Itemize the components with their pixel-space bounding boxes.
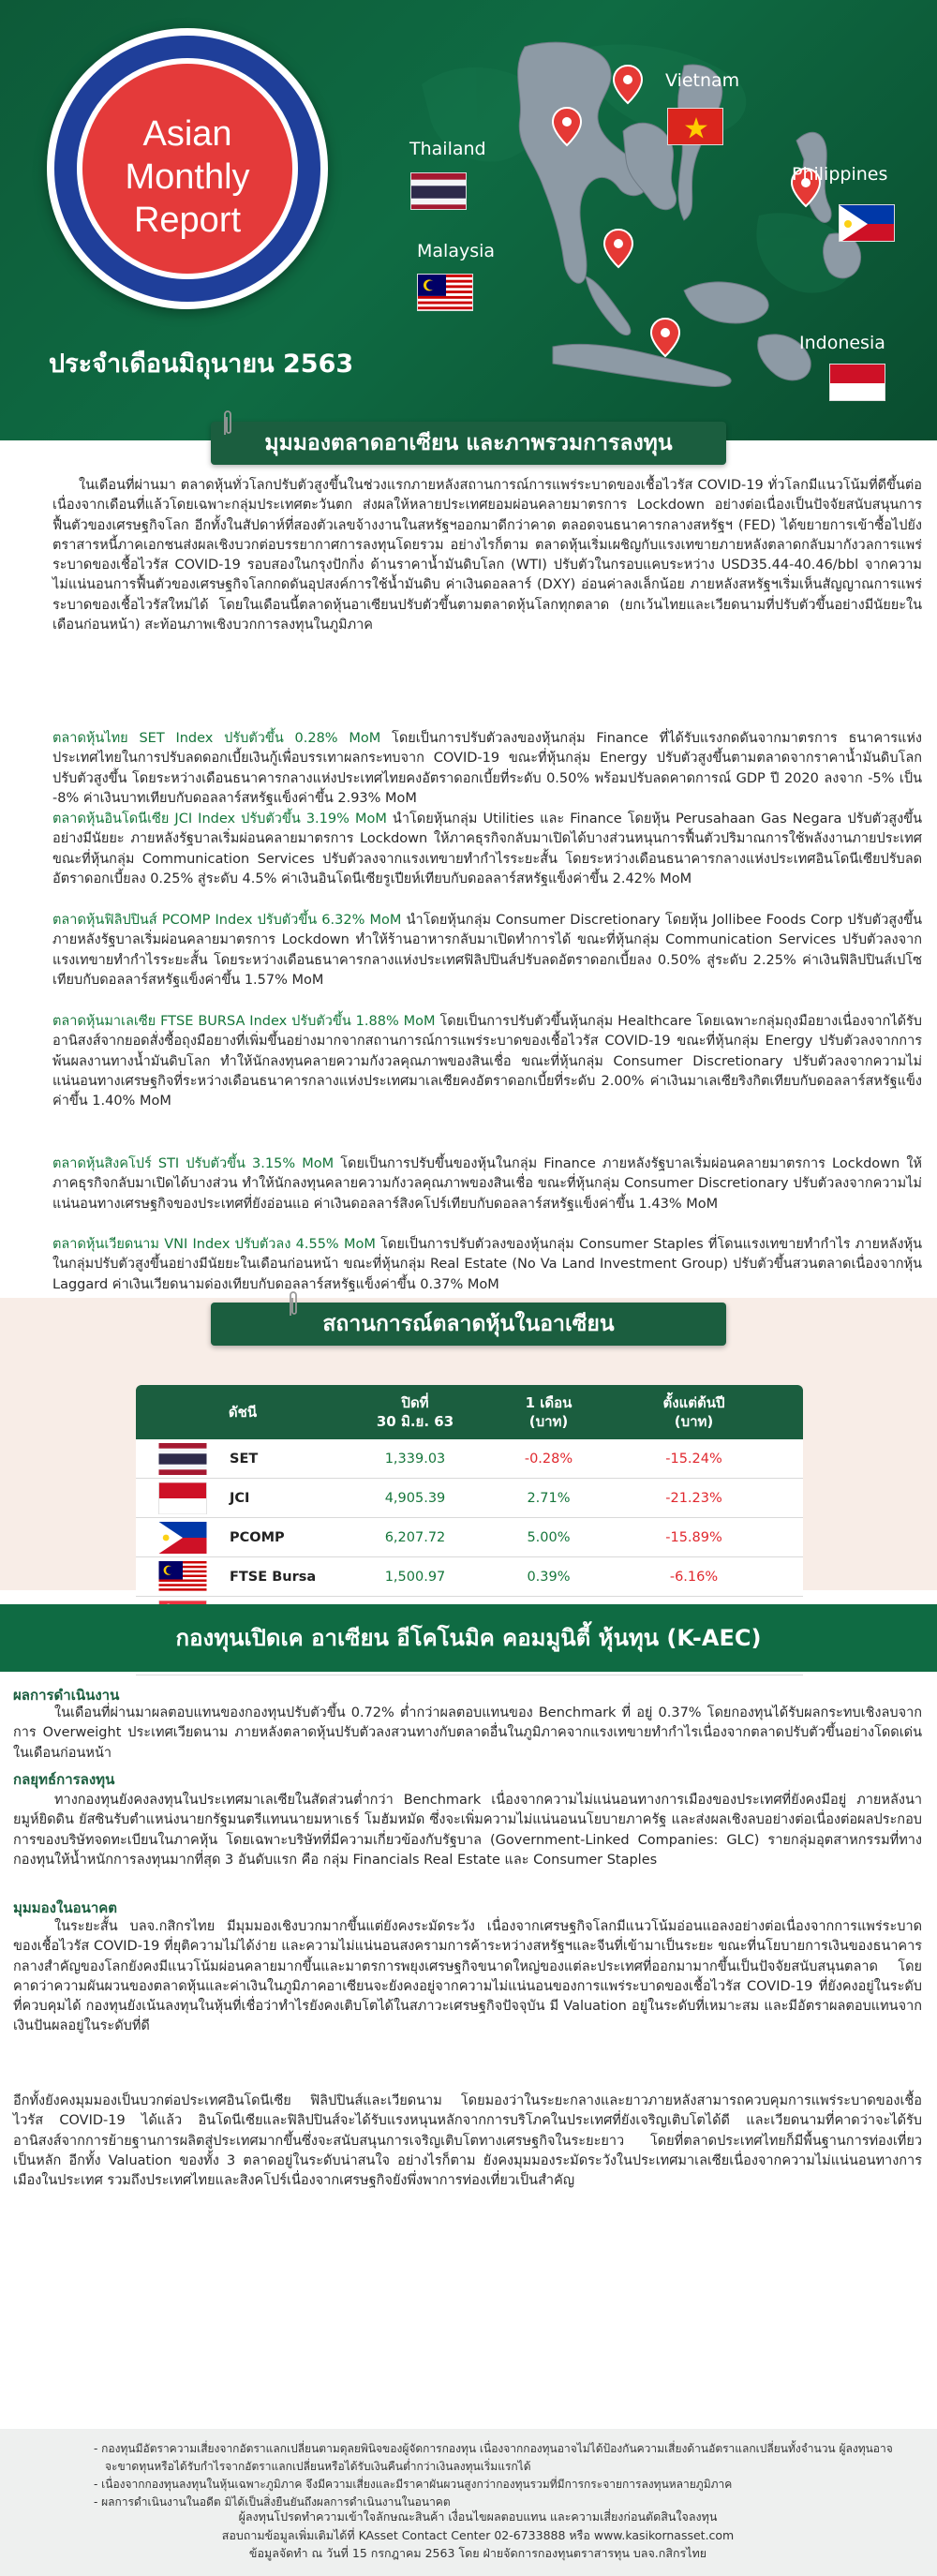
flag-vietnam [667,108,723,145]
one-month-change: 5.00% [527,1529,571,1545]
market-paragraph-malaysia [52,1012,922,1111]
col-header-ytd: ตั้งแต่ต้นปี (บาท) [662,1394,725,1430]
market-body-philippines: นำโดยหุ้นกลุ่ม Consumer Discretionary โดยหุ้น Jollibee Foods Corp ปรับตัวสูงขึ้น ภายหลังรัฐบาลเริ่มผ่อนคลายมาตรการ Lockdown ทำให้ร้านอาหารกลับมาเปิดทำการได้ ขณะที่หุ้นกลุ่ม Communication Services ปรับตัวลงจากแรงเทขายทำกำไรระยะสั้น โดยระหว่างเดือนธนาคารกลางแห่งประเทศฟิลิปปินส์ปรับลดอัตราดอกเบี้ยลง 0.50% สู่ระดับ 2.25% ค่าเงินฟิลิปปินส์เปโซเทียบกับดอลลาร์สหรัฐแข็งค่าขึ้น 1.57% MoM [52,913,922,988]
contact-line: ข้อมูลจัดทำ ณ วันที่ 15 กรกฎาคม 2563 โดย ฝ่ายจัดการกองทุนตราสารทุน บลจ.กสิกรไทย [248,2546,707,2560]
market-body-vietnam: โดยเป็นการปรับตัวลงของหุ้นกลุ่ม Consumer Staples ที่โดนแรงเทขายทำกำไร ภายหลังหุ้นในกลุ่มปรับตัวสูงขึ้นอย่างมีนัยยะในเดือนก่อนหน้า ขณะที่หุ้นกลุ่ม Real Estate (No Va Land Investment Group) ปรับตัวขึ้นสวนตลาดเนื่องจากหุ้น Laggard ค่าเงินเวียดนามด่องเทียบกับดอลลาร์สหรัฐแข็งค่าขึ้น 0.37% MoM [52,1237,922,1292]
contact-info [150,2508,806,2563]
ytd-change: -6.16% [669,1569,719,1585]
one-month-change: 2.71% [527,1490,571,1506]
report-title-line: Report [133,201,242,240]
strategy-text: ทางกองทุนยังคงลงทุนในประเทศมาเลเซียในสัดส่วนต่ำกว่า Benchmark เนื่องจากความไม่แน่นอนทางการเมืองของประเทศที่ยังคงมีอยู่ ภายหลังนายมูห์ยิดดิน ยัสซินรับตำแหน่งนายกรัฐมนตรีแทนนายมหาเธร์ โมฮัมหมัด ซึ่งจะเพิ่มความไม่แน่นอนนโยบายภาครัฐ และส่งผลเชิงลบอย่างต่อเนื่องต่อผลประกอบการของบริษัทจดทะเบียนในภาคหุ้น โดยเฉพาะบริษัทที่มีความเกี่ยวข้องกับรัฐบาล (Government-Linked Companies: GLC) รายกลุ่มอุตสาหกรรมที่ทางกองทุนให้น้ำหนักการลงทุนมากที่สุด 3 อันดับแรก คือ กลุ่ม Financials Real Estate และ Consumer Staples [13,1793,922,1868]
table-row [136,1557,803,1597]
market-body-singapore: โดยเป็นการปรับขึ้นของหุ้นในกลุ่ม Finance ภายหลังรัฐบาลเริ่มผ่อนคลายมาตรการ Lockdown ให้ภาคธุรกิจกลับมาเปิดได้บางส่วน ทำให้นักลงทุนคลายความกังวลคุณภาพของสินเชื่อ ขณะที่หุ้นกลุ่ม Consumer Discretionary ปรับตัวลงจากความไม่แน่นอนทางเศรษฐกิจของประเทศที่ยังอ่อนแอ ค่าเงินดอลลาร์สิงคโปร์เทียบกับดอลลาร์สหรัฐแข็งค่าขึ้น 1.43% MoM [52,1156,922,1212]
hero-banner [0,0,937,440]
contact-line: สอบถามข้อมูลเพิ่มเติมได้ที่ KAsset Contact Center 02-6733888 หรือ www.kasikornasset.com [221,2527,735,2542]
flag-malaysia-icon [136,1561,230,1593]
market-body-thailand: โดยเป็นการปรับตัวลงของหุ้นกลุ่ม Finance ที่ได้รับแรงกดดันจากมาตรการ ธนาคารแห่งประเทศไทยในการปรับลดดอกเบี้ยเงินกู้เพื่อบรรเทาผลกระทบจาก COVID-19 ขณะที่หุ้นกลุ่ม Energy ปรับตัวสูงขึ้นตามตลาดจากราคาน้ำมันดิบโลกปรับตัวสูงขึ้น โดยระหว่างเดือนธนาคารกลางแห่งประเทศไทยคงอัตราดอกเบี้ยที่ระดับ 0.50% พร้อมปรับลดคาดการณ์ GDP ปี 2020 ลงจาก -5% เป็น -8% ค่าเงินบาทเทียบกับดอลลาร์สหรัฐแข็งค่าขึ้น 2.93% MoM [52,731,922,806]
table-header [136,1385,803,1439]
flag-indonesia [829,364,885,401]
outlook-text-2: อีกทั้งยังคงมุมมองเป็นบวกต่อประเทศอินโดนีเซีย ฟิลิปปินส์และเวียดนาม โดยมองว่าในระยะกลางและยาวภายหลังสามารถควบคุมการแพร่ระบาดของเชื้อไวรัส COVID-19 ได้แล้ว อินโดนีเซียและฟิลิปปินส์จะได้รับแรงหนุนหลักจากการบริโภคในประเทศที่ยังเจริญเติบโตได้ดี และเวียดนามที่คาดว่าจะได้รับอานิสงส์จากการย้ายฐานการผลิตสู่ประเทศมากขึ้นซึ่งจะสนับสนุนการเจริญเติบโตทางเศรษฐกิจในระยะยาว โดยที่ตลาดประเทศไทยก็มีพื้นฐานการท่องเที่ยวเป็นหลัก อีกทั้ง Valuation ของทั้ง 3 ตลาดอยู่ในระดับน่าสนใจ อย่างไรก็ตาม ยังคงมุมมองระมัดระวังในประเทศมาเลเซียเนื่องจากความไม่แน่นอนทางการเมืองในประเทศ รวมถึงประเทศไทยและสิงคโปร์เนื่องจากเศรษฐกิจยังพึ่งพาการท่องเที่ยวเป็นสำคัญ [13,2093,922,2189]
index-name: FTSE Bursa [230,1569,317,1585]
market-heading-indonesia: ตลาดหุ้นอินโดนีเซีย JCI Index ปรับตัวขึ้น 3.19% MoM [52,812,387,826]
country-label-thailand: Thailand [409,139,486,159]
report-badge-inner [77,58,298,279]
flag-malaysia [417,274,473,311]
market-heading-malaysia: ตลาดหุ้นมาเลเซีย FTSE BURSA Index ปรับตัวขึ้น 1.88% MoM [52,1014,436,1029]
flag-philippines-icon [136,1522,230,1554]
strategy-heading: กลยุทธ์การลงทุน [13,1771,115,1788]
table-row [136,1479,803,1518]
contact-line: ผู้ลงทุนโปรดทำความเข้าใจลักษณะสินค้า เงื่อนไขผลตอบแทน และความเสี่ยงก่อนตัดสินใจลงทุน [238,2509,718,2524]
outlook-heading: มุมมองในอนาคต [13,1899,118,1916]
close-value: 1,339.03 [384,1451,446,1467]
close-value: 1,500.97 [384,1569,446,1585]
market-heading-thailand: ตลาดหุ้นไทย SET Index ปรับตัวขึ้น 0.28% MoM [52,731,381,746]
report-title [82,112,292,242]
ytd-change: -15.24% [665,1451,722,1467]
flag-philippines [839,204,895,242]
fund-section-banner [0,1604,937,1672]
market-paragraph-indonesia [52,810,922,889]
market-paragraph-philippines [52,911,922,990]
index-name: SET [230,1451,259,1467]
market-paragraph-thailand [52,729,922,809]
report-badge [47,28,328,309]
ytd-change: -15.89% [665,1529,722,1545]
market-body-indonesia: นำโดยหุ้นกลุ่ม Utilities และ Finance โดยหุ้น Perusahaan Gas Negara ปรับตัวสูงขึ้นอย่างมีนัยยะ ภายหลังรัฐบาลเริ่มผ่อนคลายมาตรการ Lockdown ให้ภาคธุรกิจกลับมาเปิดได้บางส่วนหนุนการฟื้นตัวปริมาณการใช้พลังงานภายประเทศ ขณะที่หุ้นกลุ่ม Communication Services ปรับตัวลงจากแรงเทขายทำกำไรระยะสั้น โดยระหว่างเดือนธนาคารกลางแห่งประเทศอินโดนีเซียปรับลดอัตราดอกเบี้ยลง 0.25% สู่ระดับ 4.5% ค่าเงินอินโดนีเซียรูเปียห์เทียบกับดอลลาร์สหรัฐแข็งค่าขึ้น 2.42% MoM [52,812,922,886]
disclaimer-item: - ผลการดำเนินงานในอดีต มิได้เป็นสิ่งยืนยันถึงผลการดำเนินงานในอนาคต [94,2495,451,2509]
col-header-close: ปิดที่ 30 มิ.ย. 63 [376,1394,454,1430]
performance-text: ในเดือนที่ผ่านมาผลตอบแทนของกองทุนปรับตัวขึ้น 0.72% ต่ำกว่าผลตอบแทนของ Benchmark ที่ อยู่ 0.37% โดยกองทุนได้รับผลกระทบเชิงลบจากการ Overweight ประเทศเวียดนาม ภายหลังตลาดหุ้นปรับตัวลงสวนทางกับตลาดอื่นในภูมิภาคจากแรงเทขายทำกำไรเนื่องจากตลาดปรับตัวขึ้นอย่างโดดเด่นในเดือนก่อนหน้า [13,1705,922,1761]
paperclip-icon [287,1289,300,1318]
country-label-indonesia: Indonesia [799,333,885,353]
market-heading-philippines: ตลาดหุ้นฟิลิปปินส์ PCOMP Index ปรับตัวขึ้น 6.32% MoM [52,913,402,928]
fund-section-title: กองทุนเปิดเค อาเซียน อีโคโนมิค คอมมูนิตี้ หุ้นทุน (K-AEC) [175,1625,762,1651]
performance-heading: ผลการดำเนินงาน [13,1687,120,1704]
table-row [136,1439,803,1479]
report-title-line: Monthly [125,157,250,197]
country-label-philippines: Philippines [792,164,888,185]
close-value: 4,905.39 [384,1490,446,1506]
flag-thailand-icon [136,1443,230,1475]
market-intro-paragraph: ในเดือนที่ผ่านมา ตลาดหุ้นทั่วโลกปรับตัวสูงขึ้นในช่วงแรกภายหลังสถานการณ์การแพร่ระบาดของเชื้อไวรัส COVID-19 ทั่วโลกมีแนวโน้มที่ดีขึ้นต่อเนื่องจากเดือนที่แล้วโดยเฉพาะกลุ่มประเทศตะวันตก ส่งผลให้หลายประเทศยอมผ่อนคลายมาตรการ Lockdown อย่างต่อเนื่องเป็นปัจจัยสนับสนุนการฟื้นตัวของเศรษฐกิจโลก อีกทั้งในสัปดาห์ที่สองตัวเลขจ้างงานในสหรัฐฯออกมาดีกว่าคาด ตลอดจนธนาคารกลางสหรัฐฯ (FED) ได้ขยายการเข้าซื้อไปยังตราสารหนี้ภาคเอกชนส่งผลเชิงบวกต่อบรรยากาศการลงทุนโดยรวม อย่างไรก็ตาม ตลาดหุ้นเริ่มเผชิญกับแรงเทขายภายหลังตลาดกลับมากังวลการแพร่ระบาดของเชื้อไวรัส COVID-19 รอบสองในกรุงปักกิ่ง ด้านราคาน้ำมันดิบโลก (WTI) ปรับตัวในกรอบแคบระหว่าง USD35.44-40.46/bbl จากความไม่แน่นอนการฟื้นตัวของเศรษฐกิจโลกกดดันอุปสงค์การใช้น้ำมันดิบ ค่าเงินดอลลาร์ (DXY) อ่อนค่าลงเล็กน้อย ภายหลังสหรัฐฯเริ่มเห็นสัญญาณการแพร่ระบาดของเชื้อไวรัสใหม่ได้ โดยในเดือนนี้ตลาดหุ้นอาเซียนปรับตัวขึ้นตามตลาดหุ้นโลกทุกตลาด (ยกเว้นไทยและเวียดนามที่ปรับตัวขึ้นอย่างมีนัยยะในเดือนก่อนหน้า) สะท้อนภาพเชิงบวกการลงทุนในภูมิภาค [52,478,922,633]
market-paragraph-singapore [52,1154,922,1214]
country-label-vietnam: Vietnam [665,70,740,91]
market-body-malaysia: โดยเป็นการปรับตัวขึ้นหุ้นกลุ่ม Healthcare โดยเฉพาะกลุ่มถุงมือยางเนื่องจากได้รับอานิสงส์จากยอดสั่งซื้อถุงมือยางที่เพิ่มขึ้นอย่างมากจากสถานการณ์การแพร่ระบาดของเชื้อไวรัส COVID-19 ขณะที่หุ้นกลุ่ม Energy ปรับตัวลงจากการพ้นผลงานทางน้ำมันดิบโลก ทำให้นักลงทุนคลายความกังวลคุณภาพของสินเชื่อ ขณะที่หุ้นกลุ่ม Consumer Discretionary ปรับตัวลงจากความไม่แน่นอนทางเศรษฐกิจที่ระหว่างเดือนธนาคารกลางแห่งประเทศมาเลเซียคงอัตราดอกเบี้ยที่ระดับ 2.00% ค่าเงินมาเลเซียริงกิตเทียบกับดอลลาร์สหรัฐแข็งค่าขึ้น 1.40% MoM [52,1014,922,1109]
outlook-text-1: ในระยะสั้น บลจ.กสิกรไทย มีมุมมองเชิงบวกมากขึ้นแต่ยังคงระมัดระวัง เนื่องจากเศรษฐกิจโลกมีแนวโน้มอ่อนแอลงอย่างต่อเนื่องจากการแพร่ระบาดของเชื้อไวรัส COVID-19 ที่ยุติความไม่ได้ง่าย และความไม่แน่นอนสงครามการค้าระหว่างสหรัฐฯและจีนที่เข้ามาเป็นระยะ ขณะที่นโยบายการเงินของธนาคารกลางสำคัญของโลกยังคงมีแนวโน้มผ่อนคลายมากขึ้นและมาตรการพยุงเศรษฐกิจขนาดใหญ่ของแต่ละประเทศที่ออกมามากขึ้นเป็นปัจจัยสนับสนุนตลาด โดยคาดว่าความผันผวนของตลาดหุ้นและค่าเงินในภูมิภาคอาเซียนจะยังคงอยู่จากความไม่แน่นอนของการแพร่ระบาดของเชื้อไวรัส COVID-19 ที่ยังคงอยู่ในระดับที่ควบคุมได้ กองทุนยังเน้นลงทุนในหุ้นที่เชื่อว่าทำไรยังคงเติบโตได้ในสภาวะเศรษฐกิจปัจจุบัน มี Valuation อยู่ในระดับที่เหมาะสม และมีอัตราผลตอบแทนจากเงินปันผลอยู่ในระดับที่ดี [13,1919,922,2034]
flag-indonesia-icon [136,1482,230,1514]
ytd-change: -21.23% [665,1490,722,1506]
table-row [136,1518,803,1557]
one-month-change: 0.39% [527,1569,571,1585]
footer [0,2429,937,2576]
one-month-change: -0.28% [524,1451,573,1467]
disclaimer-item: - เนื่องจากกองทุนลงทุนในหุ้นเฉพาะภูมิภาค จึงมีความเสี่ยงและมีราคาผันผวนสูงกว่ากองทุนรวมที่มีการกระจายการลงทุนหลายภูมิภาค [94,2478,733,2491]
section-header-market-situation: สถานการณ์ตลาดหุ้นในอาเซียน [211,1303,726,1346]
index-name: PCOMP [230,1529,285,1545]
risk-disclaimers [94,2440,900,2511]
market-paragraph-vietnam [52,1235,922,1295]
market-heading-singapore: ตลาดหุ้นสิงคโปร์ STI ปรับตัวขึ้น 3.15% MoM [52,1156,335,1171]
report-month: ประจำเดือนมิถุนายน 2563 [49,350,354,379]
section-header-asean-outlook: มุมมองตลาดอาเซียน และภาพรวมการลงทุน [211,422,726,465]
disclaimer-item: - กองทุนมีอัตราความเสี่ยงจากอัตราแลกเปลี่ยนตามดุลยพินิจของผู้จัดการกองทุน เนื่องจากกองทุนอาจไม่ได้ป้องกันความเสี่ยงด้านอัตราแลกเปลี่ยนทั้งจำนวน ผู้ลงทุนอาจจะขาดทุนหรือได้รับกำไรจากอัตราแลกเปลี่ยนหรือได้รับเงินคืนต่ำกว่าเงินลงทุนเริ่มแรกได้ [94,2442,893,2473]
country-label-malaysia: Malaysia [417,241,496,261]
paperclip-icon [221,409,234,437]
col-header-index: ดัชนี [228,1404,258,1421]
market-heading-vietnam: ตลาดหุ้นเวียดนาม VNI Index ปรับตัวลง 4.55% MoM [52,1237,376,1252]
index-name: JCI [230,1490,250,1506]
close-value: 6,207.72 [384,1529,446,1545]
report-title-line: Asian [142,114,232,154]
col-header-1month: 1 เดือน (บาท) [525,1394,573,1430]
flag-thailand [410,172,467,210]
